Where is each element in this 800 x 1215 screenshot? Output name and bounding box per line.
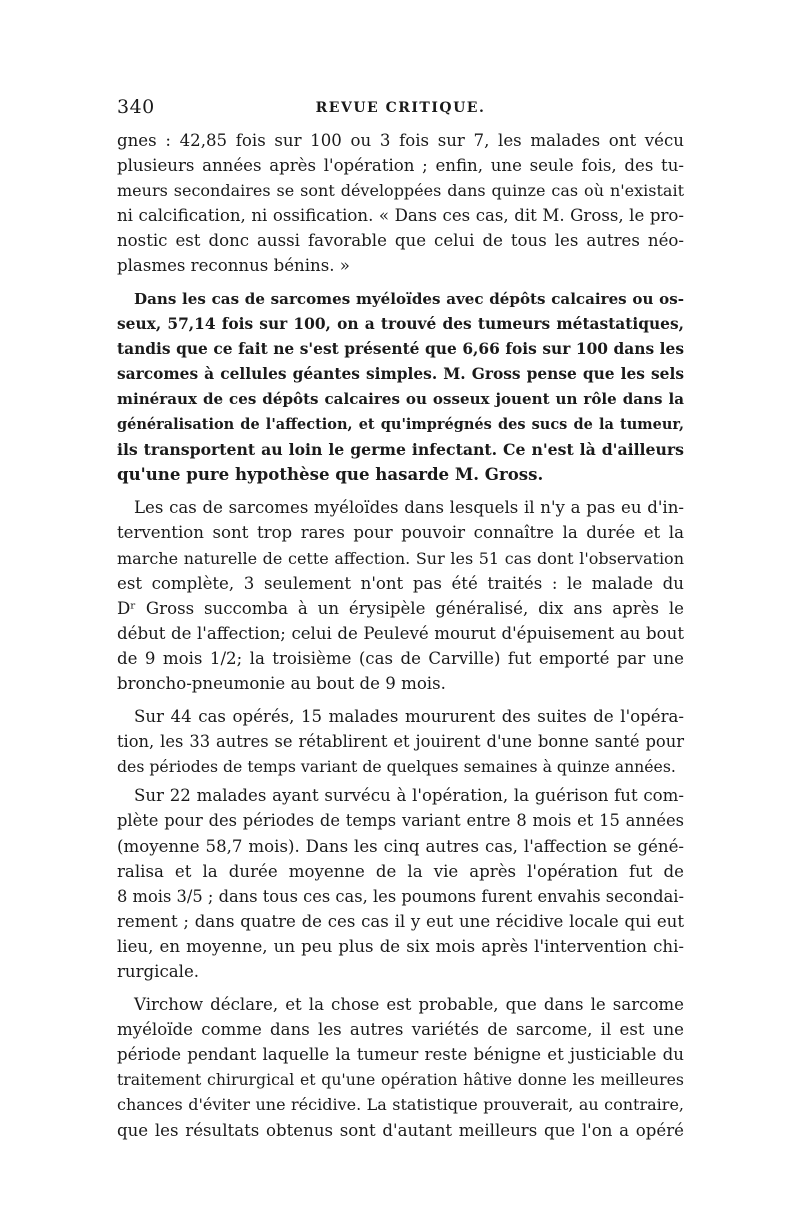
text-line: tandis que ce fait ne s'est présenté que 6,66 fois sur 100 dans les	[117, 339, 684, 358]
text-line: sarcomes à cellules géantes simples. M. Gross pense que les sels	[117, 364, 684, 383]
text-line: rement ; dans quatre de ces cas il y eut une récidive locale qui eut	[117, 911, 684, 931]
text-line: seux, 57,14 fois sur 100, on a trouvé des tumeurs métastatiques,	[117, 314, 684, 333]
body-text	[117, 128, 684, 1143]
text-line: début de l'affection; celui de Peulevé mourut d'épuisement au bout	[117, 623, 684, 643]
text-line: minéraux de ces dépôts calcaires ou osseux jouent un rôle dans la	[117, 389, 684, 408]
text-line: marche naturelle de cette affection. Sur les 51 cas dont l'observation	[117, 548, 684, 568]
running-head	[117, 96, 684, 122]
text-line: plasmes reconnus bénins. »	[117, 256, 350, 276]
text-line: traitement chirurgical et qu'une opération hâtive donne les meilleures	[117, 1070, 684, 1090]
text-line: Les cas de sarcomes myéloïdes dans lesquels il n'y a pas eu d'in-	[134, 498, 684, 518]
text-line: tion, les 33 autres se rétablirent et jouirent d'une bonne santé pour	[117, 732, 684, 752]
text-line: est complète, 3 seulement n'ont pas été traités : le malade du	[117, 573, 684, 593]
text-line: Dans les cas de sarcomes myéloïdes avec dépôts calcaires ou os-	[134, 289, 684, 308]
text-line: de 9 mois 1/2; la troisième (cas de Carville) fut emporté par une	[117, 648, 684, 668]
text-line: broncho-pneumonie au bout de 9 mois.	[117, 673, 446, 693]
text-line: ni calcification, ni ossification. « Dans ces cas, dit M. Gross, le pro-	[117, 206, 684, 226]
journal-title: REVUE CRITIQUE.	[315, 100, 486, 116]
text-line: myéloïde comme dans les autres variétés de sarcome, il est une	[117, 1020, 684, 1040]
text-line: Dʳ Gross succomba à un érysipèle généralisé, dix ans après le	[117, 598, 684, 618]
text-line: chances d'éviter une récidive. La statistique prouverait, au contraire,	[117, 1095, 684, 1115]
text-line: plète pour des périodes de temps variant entre 8 mois et 15 années	[117, 811, 684, 831]
page-number: 340	[117, 96, 155, 118]
text-line: (moyenne 58,7 mois). Dans les cinq autres cas, l'affection se géné-	[117, 836, 684, 856]
text-line: nostic est donc aussi favorable que celui de tous les autres néo-	[117, 231, 684, 251]
text-line: 8 mois 3/5 ; dans tous ces cas, les poumons furent envahis secondai-	[117, 886, 684, 906]
text-line: ralisa et la durée moyenne de la vie après l'opération fut de	[117, 861, 684, 881]
text-line: Sur 22 malades ayant survécu à l'opération, la guérison fut com-	[134, 786, 684, 806]
text-line: meurs secondaires se sont développées dans quinze cas où n'existait	[117, 181, 684, 201]
text-line: que les résultats obtenus sont d'autant meilleurs que l'on a opéré	[117, 1120, 684, 1140]
text-line: tervention sont trop rares pour pouvoir connaître la durée et la	[117, 523, 684, 543]
text-line: période pendant laquelle la tumeur reste bénigne et justiciable du	[117, 1045, 684, 1065]
text-line: gnes : 42,85 fois sur 100 ou 3 fois sur 7, les malades ont vécu	[117, 131, 684, 150]
text-line: ils transportent au loin le germe infectant. Ce n'est là d'ailleurs	[117, 440, 684, 460]
text-line: lieu, en moyenne, un peu plus de six mois après l'intervention chi-	[117, 936, 684, 956]
text-line: des périodes de temps variant de quelques semaines à quinze années.	[117, 757, 676, 777]
text-line: Virchow déclare, et la chose est probable, que dans le sarcome	[134, 995, 684, 1015]
text-line: qu'une pure hypothèse que hasarde M. Gross.	[117, 464, 544, 485]
page	[117, 96, 684, 1143]
text-line: généralisation de l'affection, et qu'imprégnés des sucs de la tumeur,	[117, 416, 684, 434]
text-line: plusieurs années après l'opération ; enfin, une seule fois, des tu-	[117, 156, 684, 176]
text-line: Sur 44 cas opérés, 15 malades moururent des suites de l'opéra-	[134, 707, 684, 727]
text-line: rurgicale.	[117, 962, 200, 981]
